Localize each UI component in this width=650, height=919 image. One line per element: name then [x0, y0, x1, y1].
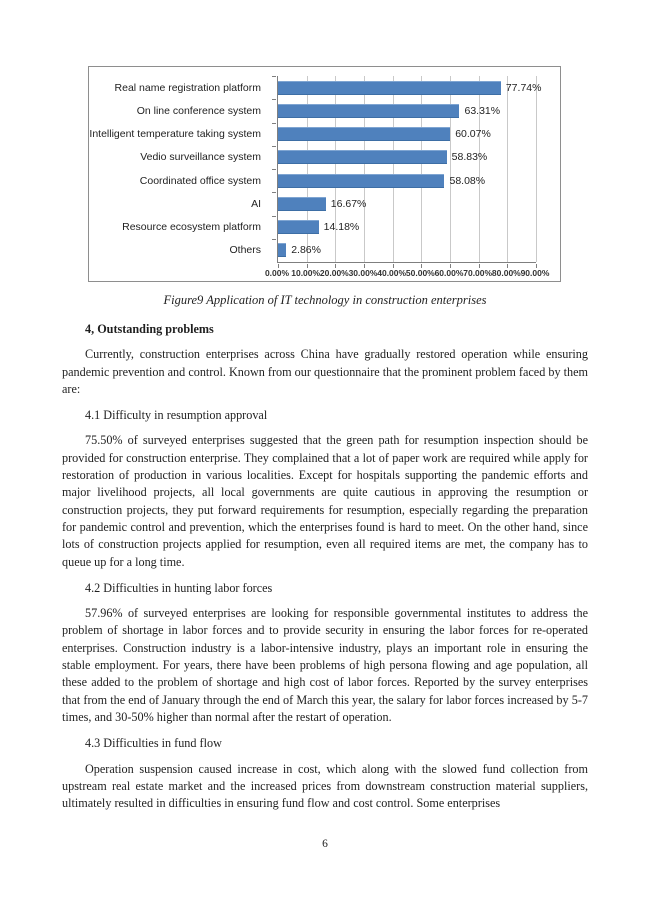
x-axis-tick-label: 50.00% — [405, 268, 435, 278]
y-axis-tick — [272, 169, 276, 170]
category-axis-labels — [89, 76, 269, 262]
paragraph: 57.96% of surveyed enterprises are looking for responsible governmental institutes to address the problem of shortage in labor forces and to provide security in ensuring the labor forces for re-operated enterprises. Construction industry is a labor-intensive industry, plays an important role in ensuring the stable employment. For years, there have been problems of high persona flowing and age population, all these added to the problem of shortage and high cost of labor forces. Reported by the survey enterprises that from the end of January through the end of March this year, the salary for labor forces increased by 5-7 times, and 30-50% higher than normal after the restart of operation. — [62, 606, 588, 724]
page-number: 6 — [322, 838, 328, 850]
paragraph: 75.50% of surveyed enterprises suggested that the green path for resumption inspection should be provided for construction enterprise. They complained that a lot of paper work are required while apply for restoration of production in various localities. Except for hospitals supporting the pandemic efforts and major livelihood projects, all local governments are quite cautious in approving the resumption or construction projects, they put forward requirements for resumption, especially regarding the preparation for pandemic control and prevention, which the enterprises found is hard to meet. On the other hand, since lots of construction projects applied for resumption, even all required items are met, the company has to queue up for a long time. — [62, 433, 588, 569]
section-heading: 4.3 Difficulties in fund flow — [85, 736, 222, 751]
y-axis-tick — [272, 123, 276, 124]
bar — [278, 104, 459, 118]
x-axis-tick-label: 10.00% — [291, 268, 321, 278]
bar-row — [278, 76, 578, 99]
bar-value-label: 58.08% — [449, 174, 486, 187]
bar-value-label: 60.07% — [455, 128, 491, 141]
bar-value-label: 58.83% — [451, 151, 488, 164]
section-heading: 4.2 Difficulties in hunting labor forces — [85, 580, 273, 595]
x-axis-tick-label: 40.00% — [377, 268, 407, 278]
x-axis-tick-label: 90.00% — [520, 268, 550, 278]
x-axis-tick-label: 20.00% — [319, 268, 349, 278]
bar — [278, 220, 319, 234]
bar-value-label: 14.18% — [323, 221, 360, 234]
x-axis-labels — [264, 268, 550, 282]
section-heading: 4.1 Difficulty in resumption approval — [85, 408, 268, 423]
bar-row — [278, 216, 578, 239]
bar — [278, 243, 286, 257]
chart-plot-area — [277, 76, 542, 263]
x-axis-tick-label: 0.00% — [264, 268, 290, 278]
bar-chart — [88, 66, 561, 282]
bar-row — [278, 239, 578, 262]
bar-row — [278, 99, 578, 122]
x-axis-tick-label: 60.00% — [434, 268, 464, 278]
bar-row — [278, 146, 578, 169]
y-axis-tick — [272, 192, 276, 193]
document-body — [62, 317, 588, 819]
y-axis-tick — [272, 76, 276, 77]
x-axis-tick-label: 30.00% — [348, 268, 378, 278]
bar — [278, 174, 444, 188]
category-label: Coordinated office system — [139, 174, 261, 187]
figure-caption: Figure9 Application of IT technology in construction enterprises — [163, 293, 487, 307]
bar-row — [278, 123, 578, 146]
bar-value-label: 77.74% — [505, 81, 542, 94]
category-label: Vedio surveillance system — [140, 151, 261, 164]
category-label: On line conference system — [136, 104, 261, 117]
bar-row — [278, 169, 578, 192]
bar — [278, 81, 501, 95]
category-label: Resource ecosystem platform — [122, 221, 261, 234]
category-label: Real name registration platform — [114, 81, 261, 94]
paragraph: Currently, construction enterprises across China have gradually restored operation while ensuring pandemic prevention and control. Known from our questionnaire that the prominent problem faced by them are: — [62, 347, 588, 396]
paragraph: Operation suspension caused increase in cost, which along with the slowed fund collection from upstream real estate market and the increased prices from downstream construction material suppliers, ultimately resulted in difficulties in ensuring fund flow and cost control. Some enterprises — [62, 761, 588, 811]
y-axis-tick — [272, 216, 276, 217]
bar-value-label: 63.31% — [464, 104, 501, 117]
x-axis-tick-label: 80.00% — [491, 268, 521, 278]
category-label: Intelligent temperature taking system — [89, 128, 261, 141]
bar-value-label: 16.67% — [330, 197, 367, 210]
section-heading: 4, Outstanding problems — [85, 322, 214, 336]
bar — [278, 150, 447, 164]
category-label: AI — [251, 197, 261, 210]
category-label: Others — [229, 244, 261, 257]
y-axis-tick — [272, 239, 276, 240]
bar-row — [278, 192, 578, 215]
bar — [278, 197, 326, 211]
y-axis-tick — [272, 146, 276, 147]
bar-value-label: 2.86% — [291, 244, 321, 257]
x-axis-tick-label: 70.00% — [463, 268, 493, 278]
bar — [278, 127, 450, 141]
y-axis-tick — [272, 99, 276, 100]
